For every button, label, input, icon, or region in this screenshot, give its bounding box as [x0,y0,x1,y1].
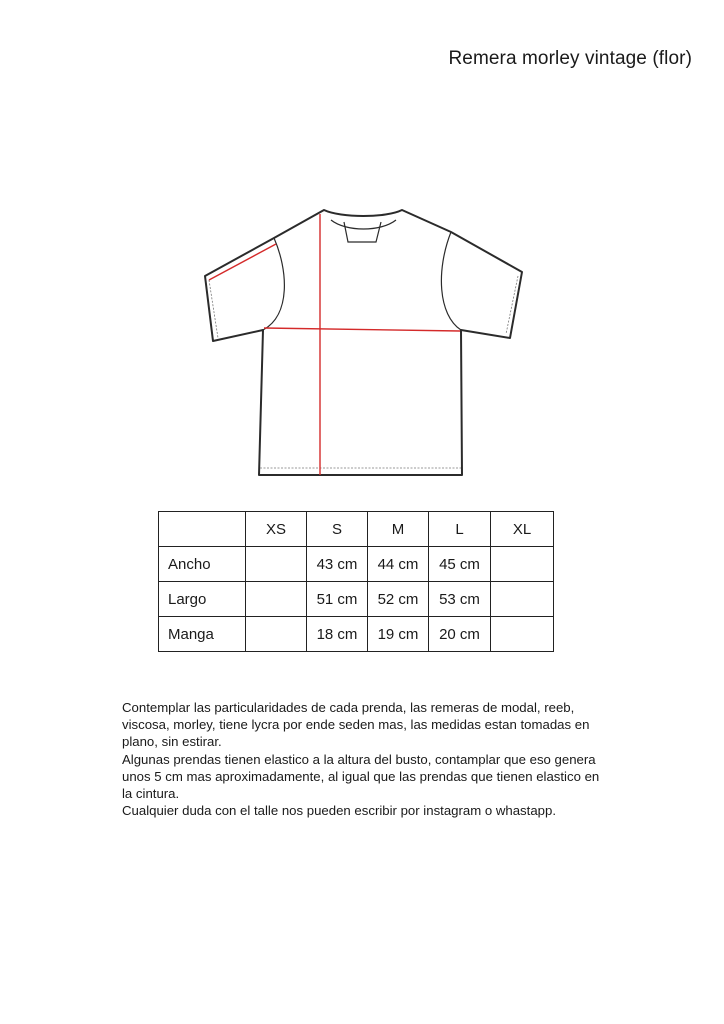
table-row [159,582,554,617]
cell-largo-l: 53 cm [429,582,491,617]
note-paragraph: Contemplar las particularidades de cada prenda, las remeras de modal, reeb, viscosa, morley, tiene lycra por ende seden mas, las medidas estan tomadas en plano, sin estirar. [122,700,590,750]
cell-ancho-m: 44 cm [368,547,429,582]
cell-largo-xl [491,582,554,617]
cell-ancho-l: 45 cm [429,547,491,582]
cell-manga-xs [246,617,307,652]
tshirt-outline [205,210,522,475]
cell-ancho-xl [491,547,554,582]
cell-largo-m: 52 cm [368,582,429,617]
cell-largo-xs [246,582,307,617]
row-label-ancho: Ancho [159,547,246,582]
size-notes [122,699,602,819]
header-m: M [368,512,429,547]
product-title: Remera morley vintage (flor) [448,48,692,69]
header-s: S [307,512,368,547]
table-row [159,617,554,652]
table-row [159,547,554,582]
note-paragraph: Cualquier duda con el talle nos pueden escribir por instagram o whastapp. [122,803,556,819]
cell-ancho-s: 43 cm [307,547,368,582]
header-corner [159,512,246,547]
cell-manga-s: 18 cm [307,617,368,652]
cell-manga-xl [491,617,554,652]
row-label-largo: Largo [159,582,246,617]
size-table [158,511,554,652]
header-xl: XL [491,512,554,547]
cell-manga-m: 19 cm [368,617,429,652]
note-paragraph: Algunas prendas tienen elastico a la altura del busto, contamplar que eso genera unos 5 cm mas aproximadamente, al igual que las prendas que tienen elastico en la cintura. [122,751,600,802]
cell-ancho-xs [246,547,307,582]
size-header-row [159,512,554,547]
header-xs: XS [246,512,307,547]
tshirt-diagram [196,200,532,490]
header-l: L [429,512,491,547]
cell-manga-l: 20 cm [429,617,491,652]
row-label-manga: Manga [159,617,246,652]
cell-largo-s: 51 cm [307,582,368,617]
